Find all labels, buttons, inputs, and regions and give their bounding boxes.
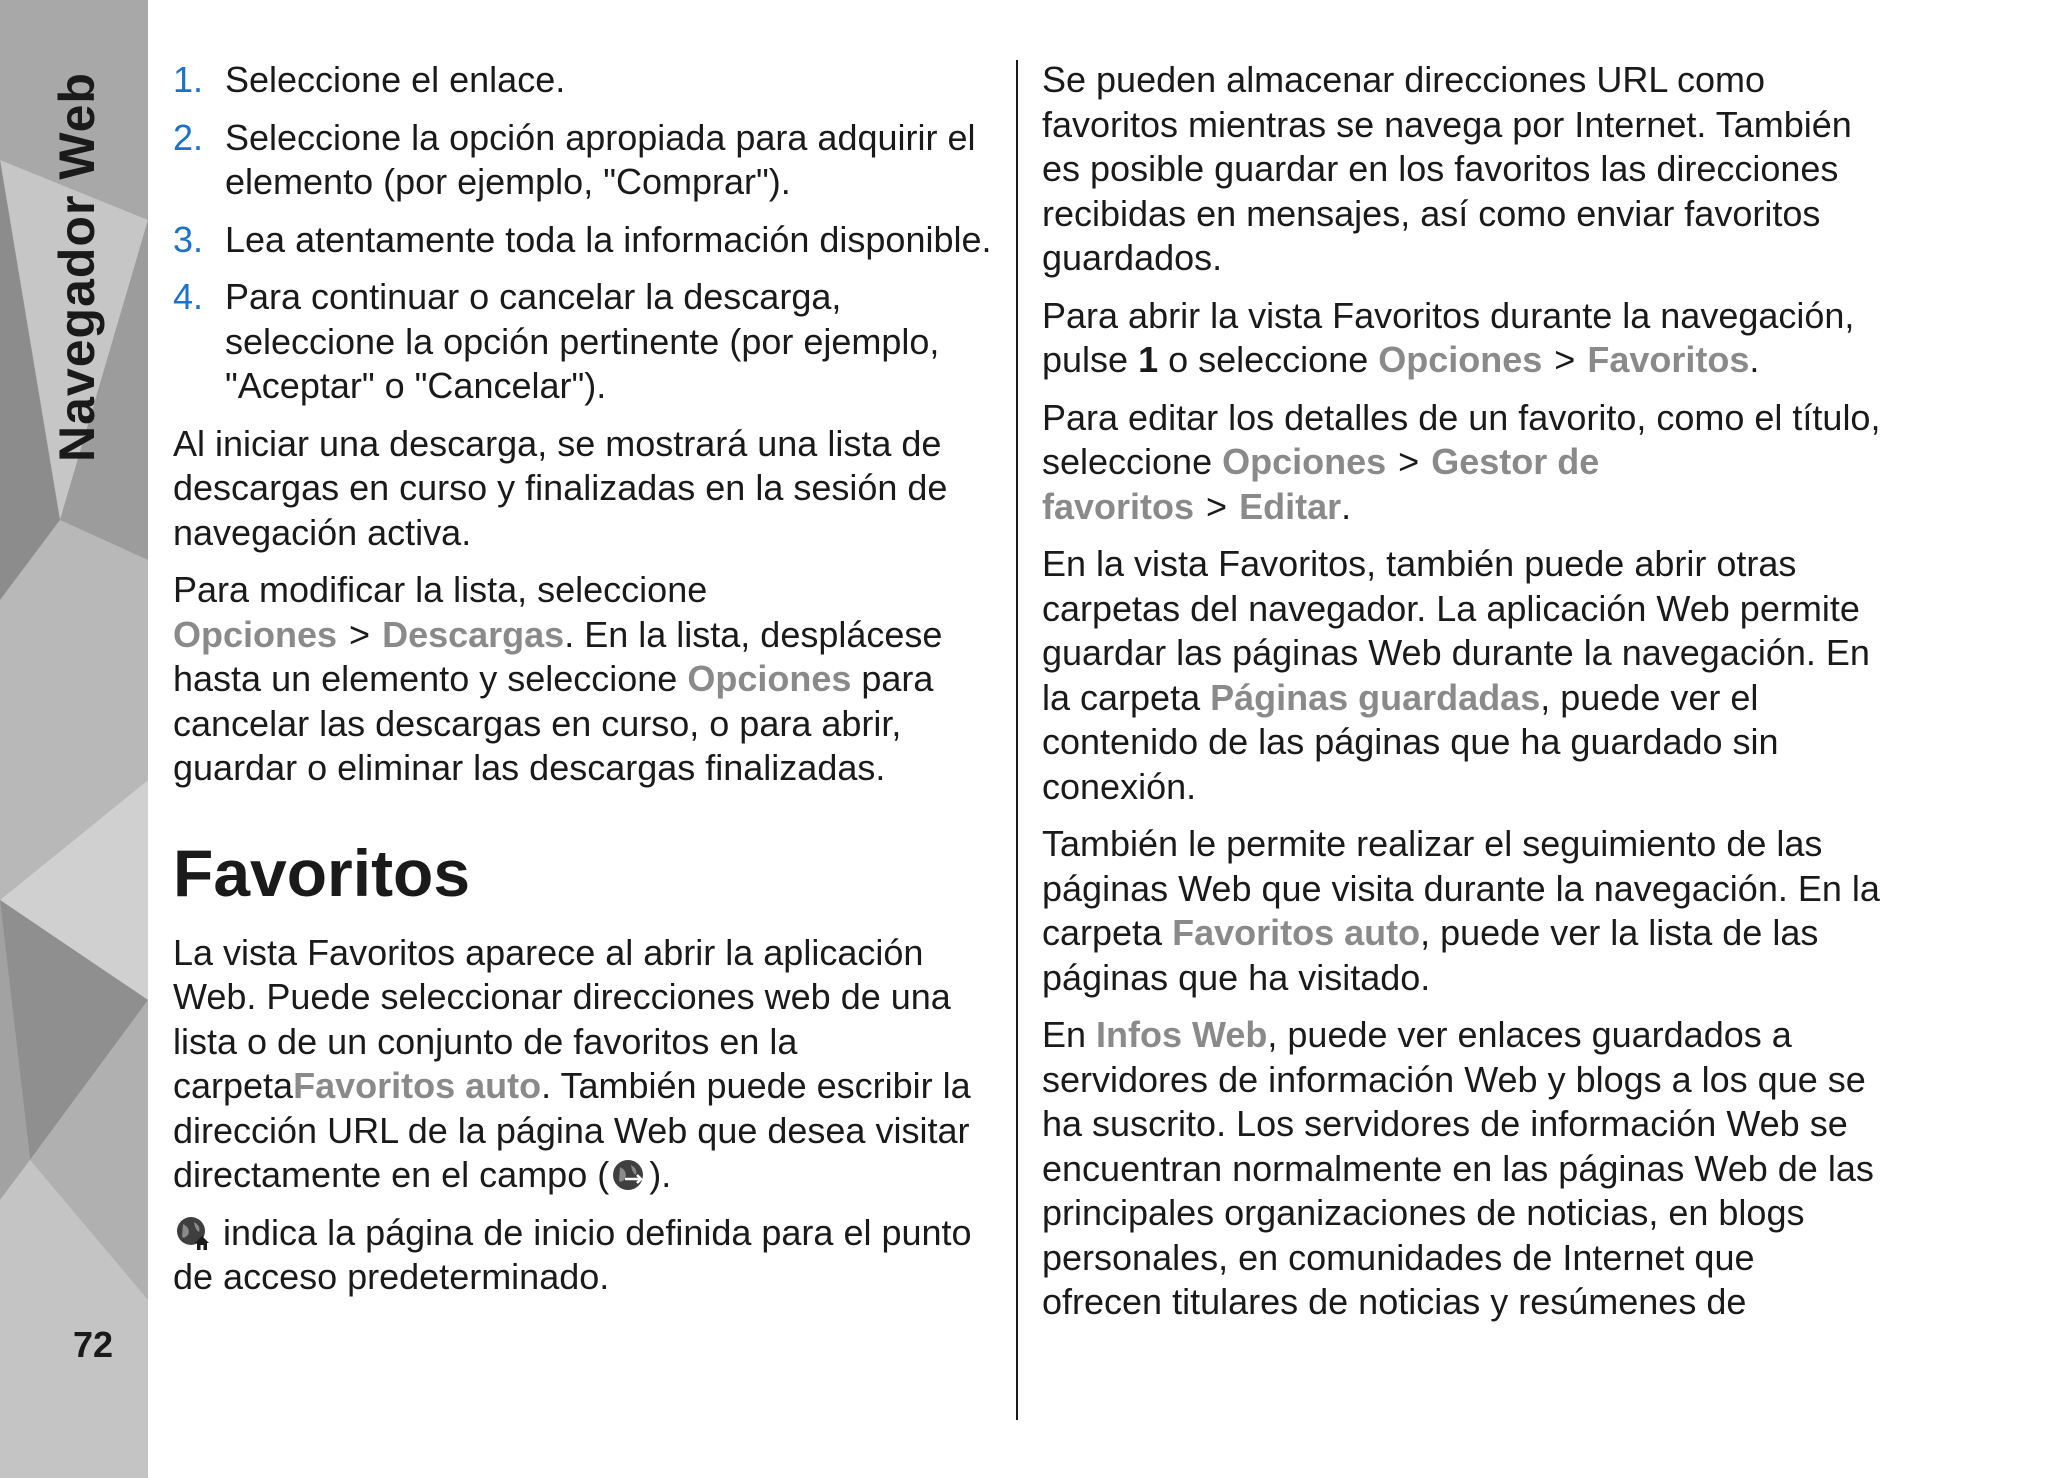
list-item: [173, 116, 1003, 205]
paragraph-open-favorites: [1042, 294, 1882, 383]
ui-folder-favoritos-auto: Favoritos auto: [293, 1065, 542, 1106]
step-text: Seleccione el enlace.: [225, 59, 566, 100]
paragraph-home-icon: [173, 1211, 1003, 1300]
menu-separator: >: [1398, 441, 1420, 482]
text-run: La vista Favoritos aparece al abrir la aplicación Web. Puede seleccionar direcciones web de una lista o de un conjunto de favoritos en la carpeta: [173, 931, 951, 1106]
ui-command-favoritos: Favoritos: [1587, 339, 1750, 380]
text-run: Para editar los detalles de un favorito, como el título, seleccione: [1042, 396, 1881, 482]
ui-command-editar: Editar: [1239, 485, 1342, 527]
text-run: , puede ver la lista de las páginas que ha visitado.: [1042, 912, 1819, 998]
globe-home-icon: [175, 1215, 211, 1251]
left-column: [173, 58, 1003, 1313]
text-run: .: [1749, 339, 1760, 380]
step-number: 2.: [173, 116, 204, 158]
ui-command-opciones: Opciones: [687, 658, 852, 699]
paragraph-web-feeds: [1042, 1013, 1882, 1325]
ui-folder-infos-web: Infos Web: [1096, 1014, 1268, 1055]
text-run: , puede ver el contenido de las páginas que ha guardado sin conexión.: [1042, 676, 1779, 807]
menu-separator: >: [1554, 339, 1576, 380]
paragraph-modify-list: [173, 568, 1003, 791]
right-column: [1042, 58, 1882, 1338]
ui-command-opciones: Opciones: [173, 613, 338, 655]
key-label: 1: [1138, 339, 1159, 380]
list-item: [173, 58, 1003, 103]
text-run: Para abrir la vista Favoritos durante la navegación, pulse: [1042, 294, 1855, 380]
paragraph-downloads: Al iniciar una descarga, se mostrará una lista de descargas en curso y finalizadas en la sesión de navegación activa.: [173, 422, 948, 553]
text-run: indica la página de inicio definida para el punto de acceso predeterminado.: [173, 1211, 972, 1297]
steps-list: [173, 58, 1003, 409]
section-title: Navegador Web: [49, 72, 105, 462]
column-divider: [1016, 60, 1018, 1420]
ui-folder-favoritos-auto: Favoritos auto: [1172, 912, 1421, 953]
menu-separator: >: [1206, 485, 1228, 527]
text-run: En la vista Favoritos, también puede abrir otras carpetas del navegador. La aplicación Web permite guardar las páginas Web durante la navegación. En la carpeta: [1042, 543, 1870, 718]
step-number: 3.: [173, 218, 204, 260]
ui-command-opciones: Opciones: [1378, 339, 1543, 380]
paragraph-store-urls: Se pueden almacenar direcciones URL como favoritos mientras se navega por Internet. También es posible guardar en los favoritos las direcciones recibidas en mensajes, así como enviar favoritos guardados.: [1042, 59, 1852, 278]
text-run: , puede ver enlaces guardados a servidores de información Web y blogs a los que se ha suscrito. Los servidores de información Web se encuentran normalmente en las páginas Web de las principales organizaciones de noticias, en blogs personales, en comunidades de Internet que ofrecen titulares de noticias y resúmenes de: [1042, 1014, 1874, 1322]
side-band: [0, 0, 148, 1478]
globe-arrow-icon: [611, 1157, 647, 1193]
ui-folder-paginas-guardadas: Páginas guardadas: [1210, 676, 1541, 718]
ui-command-gestor-de-favoritos: Gestor de favoritos: [1042, 441, 1600, 527]
step-text: Seleccione la opción apropiada para adquirir el elemento (por ejemplo, "Comprar").: [225, 116, 976, 202]
text-run: También le permite realizar el seguimiento de las páginas Web que visita durante la navegación. En la carpeta: [1042, 823, 1880, 953]
paragraph-favorites-view: [173, 931, 1003, 1198]
step-number: 1.: [173, 59, 204, 100]
text-run: para cancelar las descargas en curso, o para abrir, guardar o eliminar las descargas finalizadas.: [173, 658, 934, 788]
list-item: [173, 275, 1003, 409]
step-number: 4.: [173, 276, 204, 317]
paragraph-tracking: [1042, 822, 1882, 1000]
list-item: [173, 218, 1003, 263]
ui-command-descargas: Descargas: [382, 613, 565, 655]
page-number: 72: [73, 1324, 114, 1365]
paragraph-edit-favorite: [1042, 396, 1882, 530]
text-run: Para modificar la lista, seleccione: [173, 569, 708, 610]
text-run: .: [1341, 485, 1352, 527]
step-text: Lea atentamente toda la información disponible.: [225, 218, 992, 260]
text-run: o seleccione: [1158, 339, 1379, 380]
section-heading: Favoritos: [173, 835, 471, 910]
text-run: . También puede escribir la dirección URL de la página Web que desea visitar directamente en el campo (: [173, 1065, 971, 1195]
text-run: ).: [649, 1154, 672, 1195]
ui-command-opciones: Opciones: [1222, 441, 1387, 482]
menu-separator: >: [349, 613, 371, 655]
text-run: En: [1042, 1014, 1097, 1055]
paragraph-other-folders: [1042, 542, 1882, 809]
text-run: . En la lista, desplácese hasta un elemento y seleccione: [173, 613, 943, 699]
step-text: Para continuar o cancelar la descarga, seleccione la opción pertinente (por ejemplo, "Aceptar" o "Cancelar").: [225, 276, 940, 406]
